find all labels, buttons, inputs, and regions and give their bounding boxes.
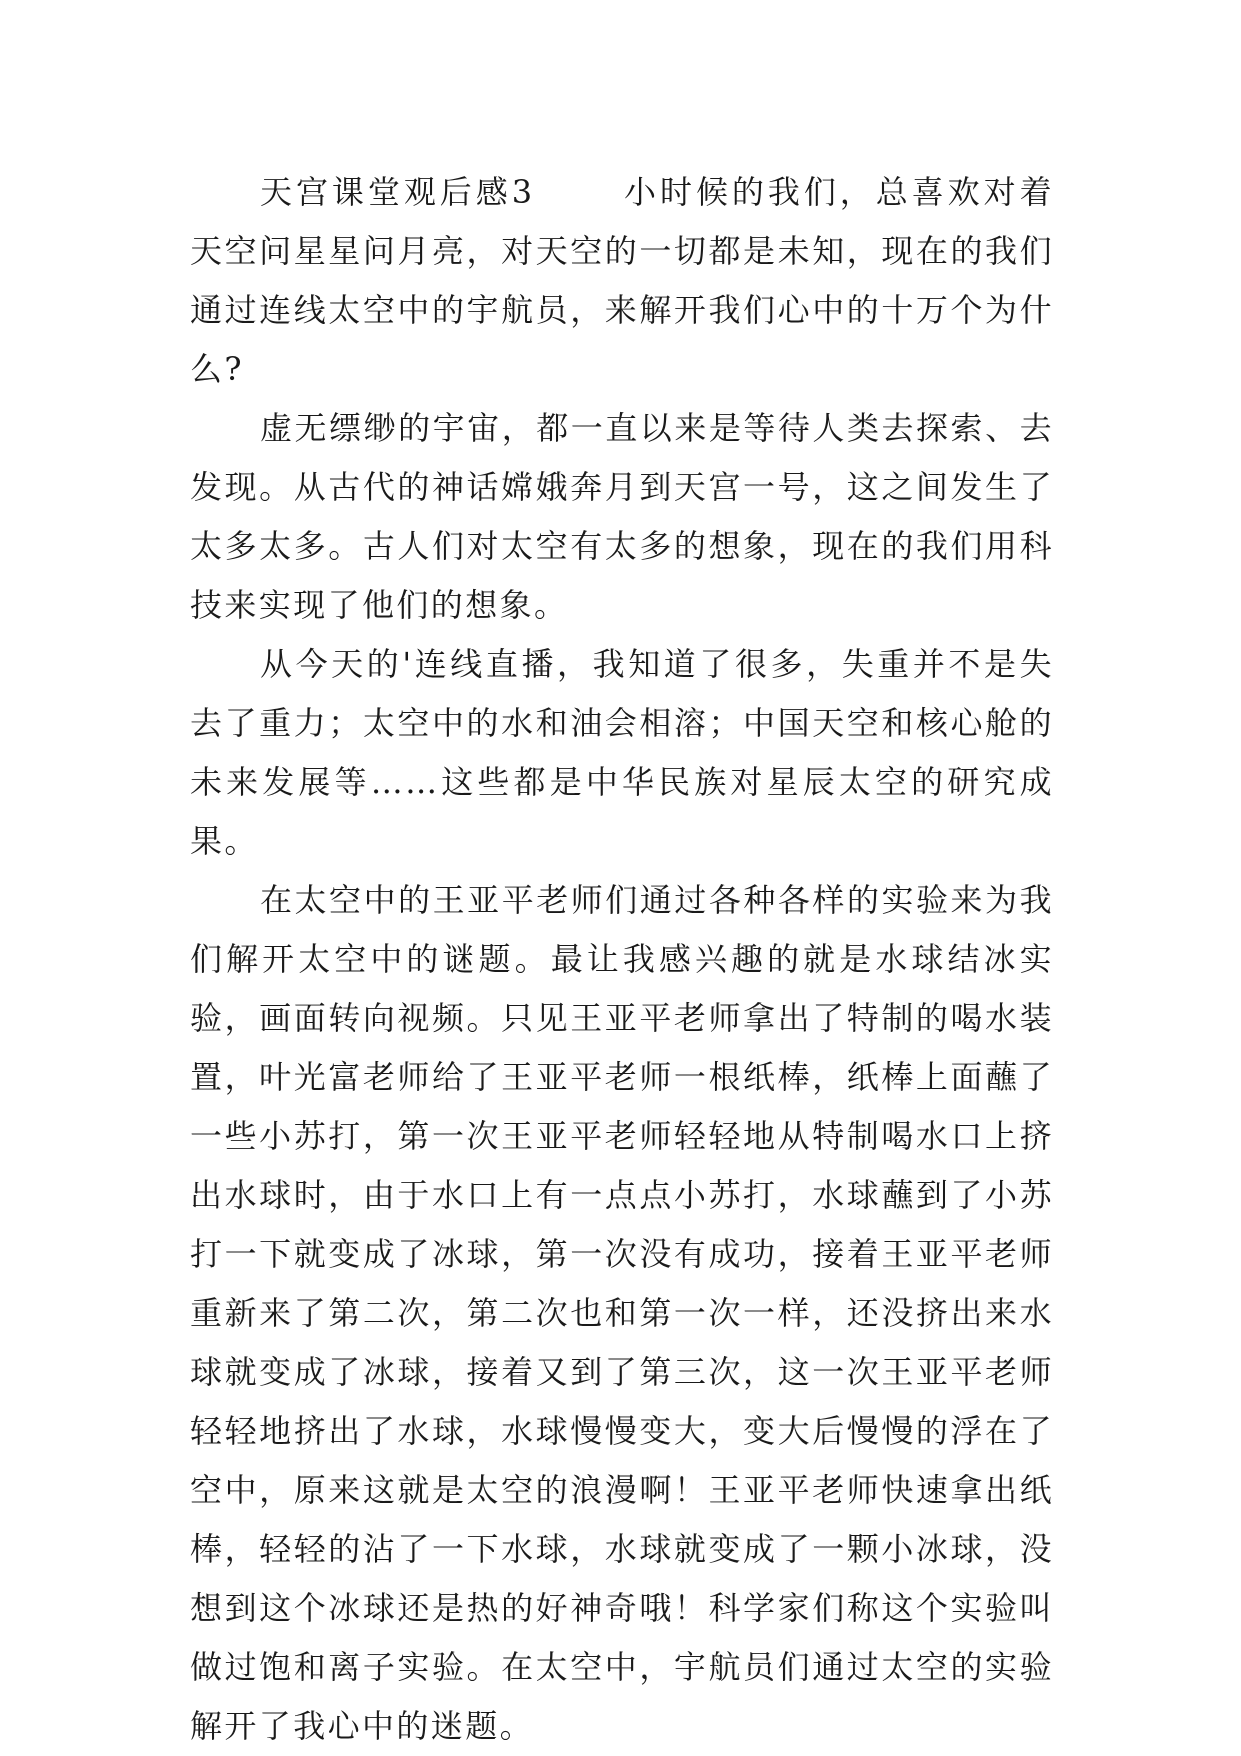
title-paragraph bbox=[190, 163, 1054, 399]
paragraph-1: 小时候的我们，总喜欢对着天空问星星问月亮，对天空的一切都是未知，现在的我们通过连线太空中的宇航员，来解开我们心中的十万个为什么? bbox=[190, 173, 1054, 388]
paragraph-4: 在太空中的王亚平老师们通过各种各样的实验来为我们解开太空中的谜题。最让我感兴趣的就是水球结冰实验，画面转向视频。只见王亚平老师拿出了特制的喝水装置，叶光富老师给了王亚平老师一根纸棒，纸棒上面蘸了一些小苏打，第一次王亚平老师轻轻地从特制喝水口上挤出水球时，由于水口上有一点点小苏打，水球蘸到了小苏打一下就变成了冰球，第一次没有成功，接着王亚平老师重新来了第二次，第二次也和第一次一样，还没挤出来水球就变成了冰球，接着又到了第三次，这一次王亚平老师轻轻地挤出了水球，水球慢慢变大，变大后慢慢的浮在了空中，原来这就是太空的浪漫啊！王亚平老师快速拿出纸棒，轻轻的沾了一下水球，水球就变成了一颗小冰球，没想到这个冰球还是热的好神奇哦！科学家们称这个实验叫做过饱和离子实验。在太空中，宇航员们通过太空的实验解开了我心中的迷题。 bbox=[190, 881, 1054, 1745]
document-title: 天宫课堂观后感3 bbox=[260, 173, 535, 211]
document-body bbox=[190, 163, 1054, 1756]
paragraph-2: 虚无缥缈的宇宙，都一直以来是等待人类去探索、去发现。从古代的神话嫦娥奔月到天宫一号，这之间发生了太多太多。古人们对太空有太多的想象，现在的我们用科技来实现了他们的想象。 bbox=[190, 409, 1054, 624]
paragraph-3: 从今天的'连线直播，我知道了很多，失重并不是失去了重力；太空中的水和油会相溶；中国天空和核心舱的未来发展等……这些都是中华民族对星辰太空的研究成果。 bbox=[190, 645, 1054, 860]
